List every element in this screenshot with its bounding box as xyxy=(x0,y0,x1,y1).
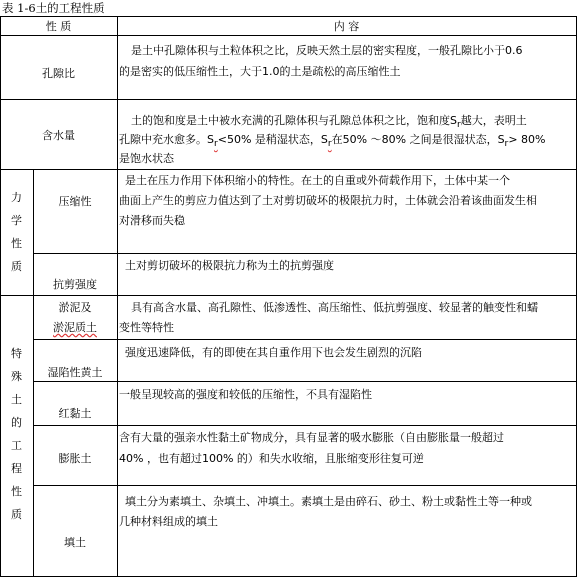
caption-prefix: 表 xyxy=(2,1,18,15)
group-char: 土 xyxy=(11,393,22,406)
row-label-fill-soil: 填土 xyxy=(64,536,86,549)
red-clay-text-line: 一般呈现较高的强度和较低的压缩性，不具有湿陷性 xyxy=(119,388,372,401)
row-label-expansive-soil: 膨胀土 xyxy=(58,452,92,465)
group-char: 工 xyxy=(11,439,22,452)
group-char: 质 xyxy=(11,260,22,273)
compressibility-text-line: 是土在压力作用下体积缩小的特性。在土的自重或外荷载作用下，土体中某一个 xyxy=(125,174,510,187)
text-run: 土的饱和度是土中被水充满的孔隙体积与孔隙总体积之比，饱和度S xyxy=(131,114,457,127)
header-bottom-rule xyxy=(0,35,576,36)
porosity-ratio-text-line: 是土中孔隙体积与土粒体积之比，反映天然土层的密实程度，一般孔隙比小于0.6 xyxy=(131,44,523,57)
fill-soil-text-line: 几种材料组成的填土 xyxy=(119,515,218,528)
expansive-soil-text-line: 含有大量的强亲水性黏土矿物成分，具有显著的吸水膨胀（自由膨胀量一般超过 xyxy=(119,431,504,444)
group-label-mechanical-properties xyxy=(0,186,33,278)
water-content-text-line xyxy=(119,133,545,151)
row-label-soft-soil: 淤泥及 xyxy=(58,301,92,314)
table-caption xyxy=(2,1,105,15)
text-run: 在50% ～80% 之间是很湿状态，S xyxy=(331,133,505,146)
row-rule xyxy=(33,253,576,254)
subscript: r xyxy=(213,138,218,150)
table-top-border xyxy=(0,16,576,17)
compressibility-text-line: 对滑移而失稳 xyxy=(119,214,185,227)
collapsible-loess-text-line: 强度迅速降低，有的即使在其自重作用下也会发生剧烈的沉陷 xyxy=(125,346,422,359)
caption-number: 1-6 xyxy=(17,1,36,15)
header-property: 性 质 xyxy=(45,20,72,33)
water-content-text-line xyxy=(131,114,527,132)
row-label-shear-strength: 抗剪强度 xyxy=(53,278,97,291)
group-char: 性 xyxy=(11,485,22,498)
fill-soil-text-line: 填土分为素填土、杂填土、冲填土。素填土是由碎石、砂土、粉土或黏性土等一种或 xyxy=(125,495,532,508)
shear-strength-text-line: 土对剪切破坏的极限抗力称为土的抗剪强度 xyxy=(125,259,334,272)
group-char: 殊 xyxy=(11,370,22,383)
subscript: r xyxy=(456,119,461,131)
row-label-red-clay: 红黏土 xyxy=(58,407,92,420)
group-label-special-soils xyxy=(0,342,33,526)
group-char: 质 xyxy=(11,508,22,521)
group-char: 程 xyxy=(11,462,22,475)
group-char: 特 xyxy=(11,347,22,360)
caption-title: 土的工程性质 xyxy=(35,1,105,15)
text-run: > 80% xyxy=(508,133,546,146)
text-run: 孔隙中充水愈多。S xyxy=(119,133,214,146)
row-label-compressibility: 压缩性 xyxy=(58,195,92,208)
text-run: <50% 是稍湿状态，S xyxy=(217,133,328,146)
text-run: 越大，表明土 xyxy=(460,114,527,127)
group-char: 的 xyxy=(11,416,22,429)
row-rule xyxy=(0,169,576,170)
porosity-ratio-text-line: 的是密实的低压缩性土，大于1.0的土是疏松的高压缩性土 xyxy=(119,65,401,78)
subscript: r xyxy=(327,138,332,150)
row-rule xyxy=(33,485,576,486)
column-divider xyxy=(117,16,118,577)
row-label-water-content: 含水量 xyxy=(42,129,75,142)
row-rule xyxy=(33,425,576,426)
group-divider xyxy=(33,169,34,295)
row-rule xyxy=(33,339,576,340)
water-content-text-line: 是饱水状态 xyxy=(119,152,174,165)
row-label-collapsible-loess: 湿陷性黄土 xyxy=(47,366,103,379)
row-label-soft-soil-line2 xyxy=(33,321,117,335)
group-char: 学 xyxy=(11,214,22,227)
compressibility-text-line: 曲面上产生的剪应力值达到了土对剪切破坏的极限抗力时，土体就会沿着该曲面发生相 xyxy=(119,194,537,207)
group-char: 力 xyxy=(11,191,22,204)
expansive-soil-text-line: 40% ，也有超过100% 的）和失水收缩，且胀缩变形往复可逆 xyxy=(119,452,424,465)
row-rule xyxy=(0,99,576,100)
subscript: r xyxy=(504,138,509,150)
group-char: 性 xyxy=(11,237,22,250)
group-divider xyxy=(33,295,34,577)
soft-soil-text-line: 变性等特性 xyxy=(119,321,174,334)
row-label-text: 淤泥质土 xyxy=(53,321,97,334)
row-rule xyxy=(0,295,576,296)
soft-soil-text-line: 具有高含水量、高孔隙性、低渗透性、高压缩性、低抗剪强度、较显著的触变性和蠕 xyxy=(131,301,538,314)
row-rule xyxy=(33,381,576,382)
header-content: 内 容 xyxy=(333,20,360,33)
row-label-porosity-ratio: 孔隙比 xyxy=(42,67,75,80)
